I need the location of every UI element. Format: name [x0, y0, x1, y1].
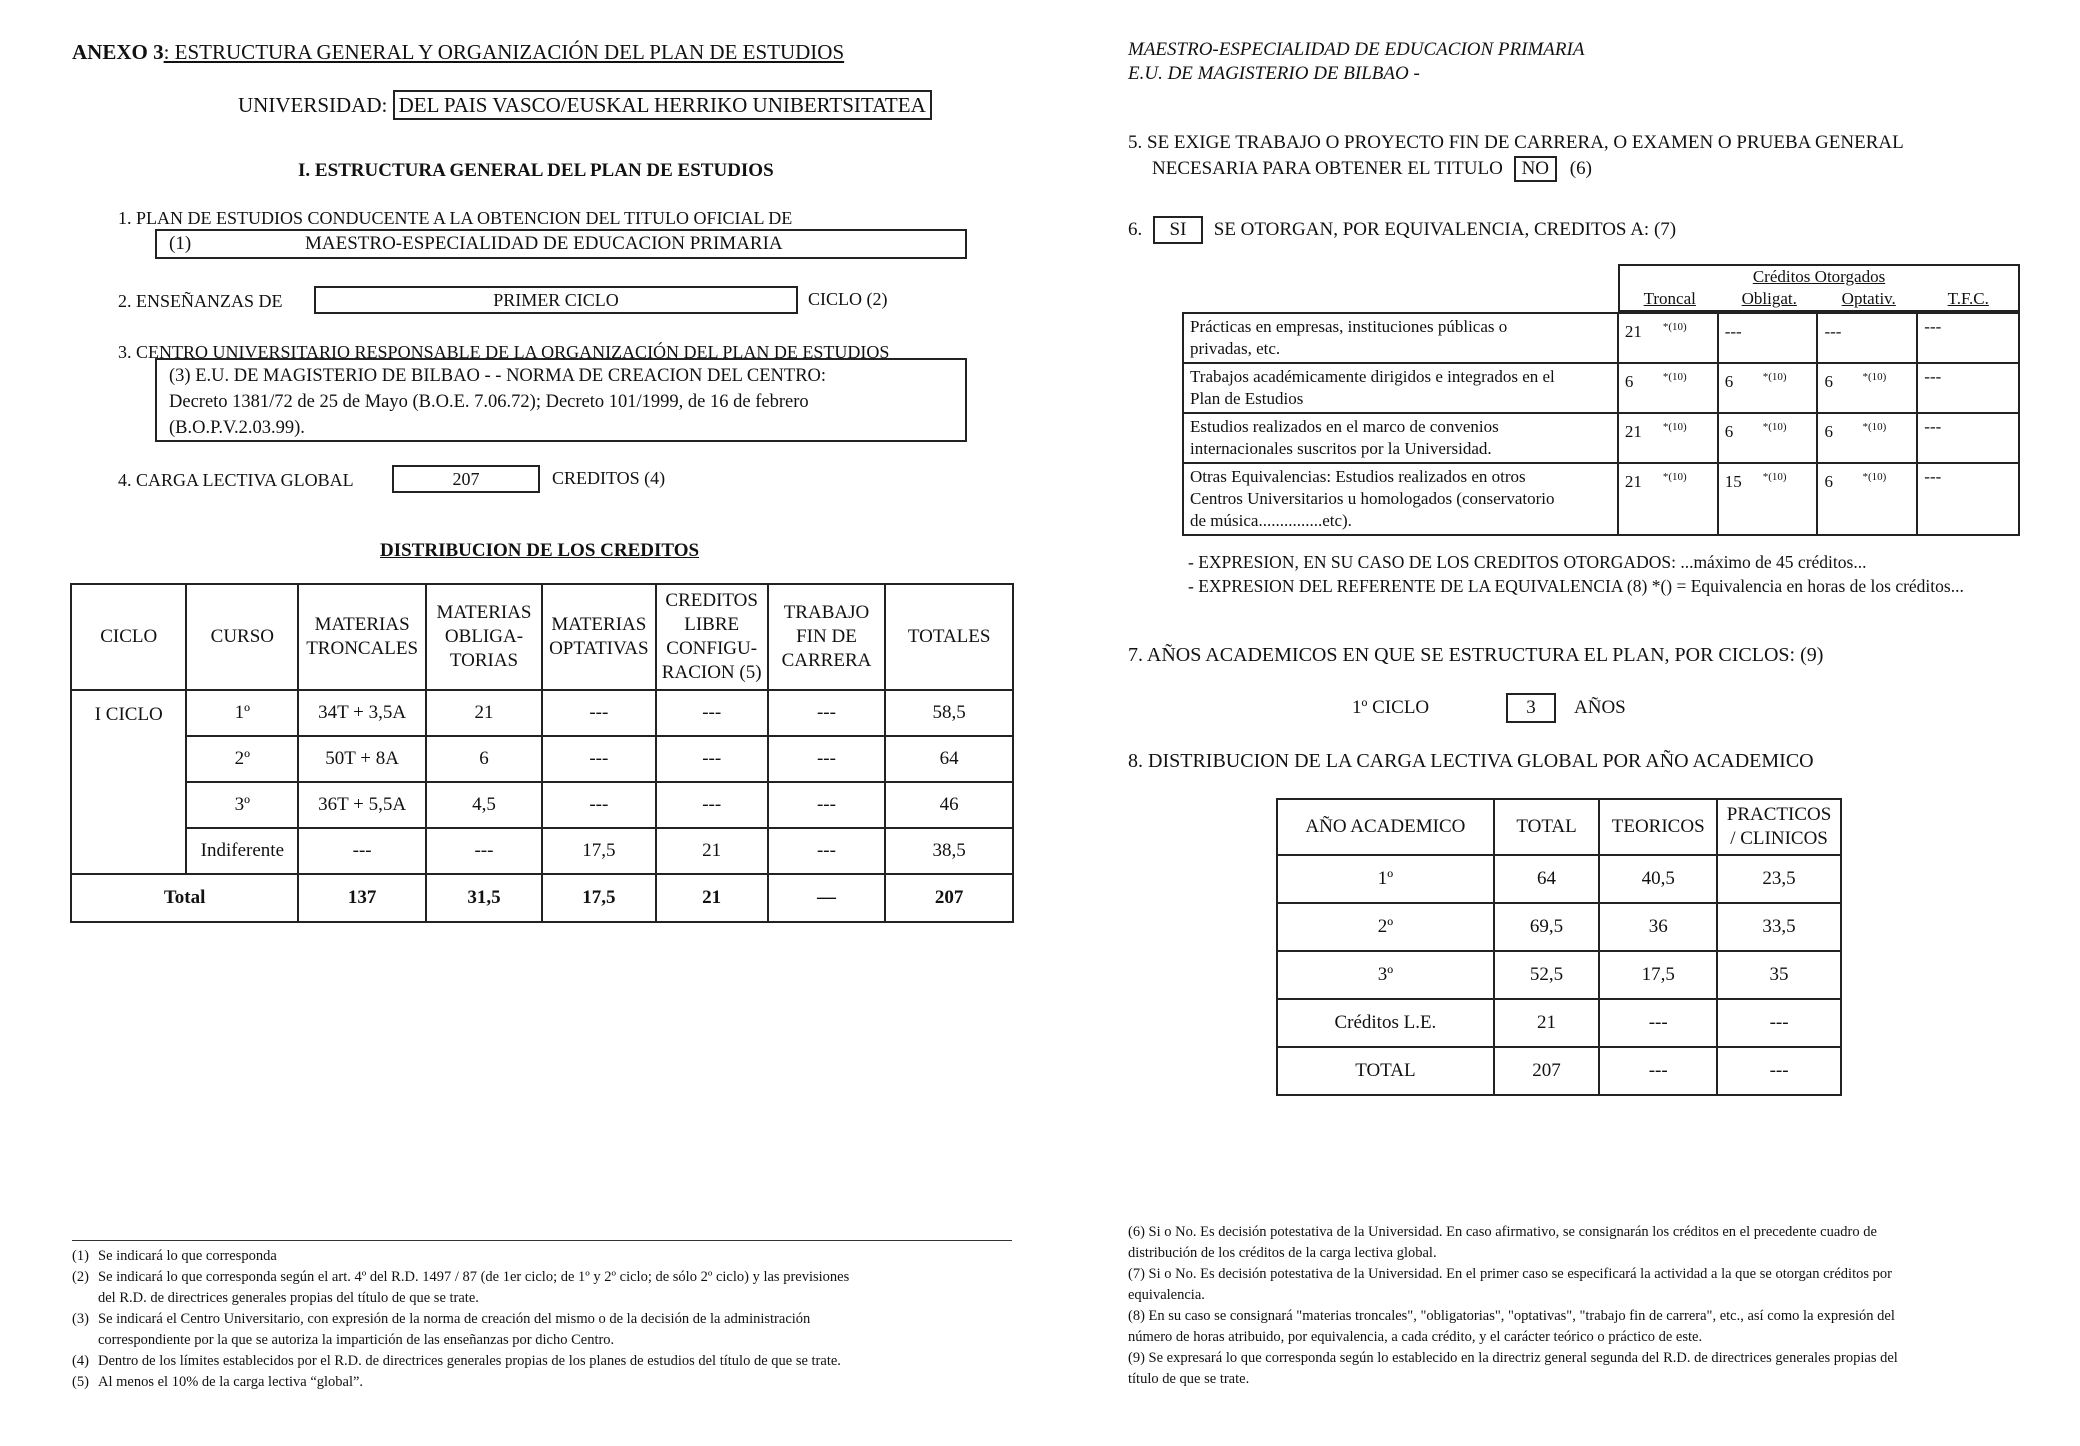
curso-cell: 1º — [186, 690, 298, 736]
total-row — [71, 874, 1013, 922]
eq-troncal: 21 $^{*(10)}$ — [1618, 463, 1718, 535]
item5 — [1128, 130, 1904, 182]
item3-line2: Decreto 1381/72 de 25 de Mayo (B.O.E. 7.06.72); Decreto 101/1999, de 16 de febrero — [169, 392, 809, 412]
right-header — [1128, 38, 1584, 86]
eq-tfc: --- — [1917, 413, 2019, 463]
eq-group-title: Créditos Otorgados — [1752, 267, 1886, 286]
practicos-cell: 35 — [1717, 951, 1841, 999]
footnote: (1) Se indicará lo que corresponda — [72, 1248, 277, 1264]
item1-box — [155, 229, 967, 259]
eq-obligat: 15 $^{*(10)}$ — [1718, 463, 1818, 535]
eq-col-optativ: Optativ. — [1841, 289, 1896, 308]
total-totales: 207 — [885, 874, 1013, 922]
total-fin: — — [768, 874, 886, 922]
table-row — [71, 690, 1013, 736]
header-curso: CURSO — [186, 584, 298, 690]
carga-header-row — [1277, 799, 1841, 855]
teoricos-cell: 17,5 — [1599, 951, 1717, 999]
header-libre-configuracion: CREDITOS LIBRE CONFIGU-RACION (5) — [656, 584, 768, 690]
university-line — [238, 90, 932, 120]
eq-obligat: --- — [1718, 313, 1818, 363]
expression-notes — [1188, 550, 1964, 598]
table-row — [1183, 363, 2019, 413]
curso-cell: Indiferente — [186, 828, 298, 874]
footnote: (3) Se indicará el Centro Universitario, con expresión de la norma de creación del mismo o de la decisión de la administración — [72, 1311, 811, 1327]
total-cell: 21 — [1494, 999, 1600, 1047]
libre-cell: --- — [656, 736, 768, 782]
table-row — [1183, 463, 2019, 535]
footnote: (4) Dentro de los límites establecidos por el R.D. de directrices generales propias de los planes de estudios del título de que se trate. — [72, 1353, 841, 1369]
ano-cell: 1º — [1277, 855, 1494, 903]
practicos-cell: --- — [1717, 1047, 1841, 1095]
total-cell: 58,5 — [885, 690, 1013, 736]
eq-col-troncal: Troncal — [1643, 289, 1696, 308]
practicos-cell: 23,5 — [1717, 855, 1841, 903]
total-cell: 64 — [885, 736, 1013, 782]
left-footnotes — [72, 1246, 1032, 1393]
table-row — [1277, 951, 1841, 999]
eq-optativ: 6 $^{*(10)}$ — [1817, 363, 1917, 413]
curso-cell: 3º — [186, 782, 298, 828]
obligatorias-cell: 6 — [426, 736, 542, 782]
total-libre: 21 — [656, 874, 768, 922]
eq-desc: Trabajos académicamente dirigidos e integrados en el Plan de Estudios — [1183, 363, 1618, 413]
footnote: (6) Si o No. Es decisión potestativa de la Universidad. En caso afirmativo, se consignarán los créditos en el precedente cuadro de — [1128, 1224, 1877, 1240]
total-cell: 207 — [1494, 1047, 1600, 1095]
eq-obligat: 6 $^{*(10)}$ — [1718, 413, 1818, 463]
item5-note: (6) — [1569, 158, 1592, 179]
obligatorias-cell: 4,5 — [426, 782, 542, 828]
eq-optativ: 6 $^{*(10)}$ — [1817, 463, 1917, 535]
item2-suffix: CICLO (2) — [808, 289, 888, 309]
optativas-cell: --- — [542, 782, 656, 828]
right-footnotes — [1128, 1222, 2058, 1390]
eq-group-header — [1618, 264, 2020, 312]
item7-label: 7. AÑOS ACADEMICOS EN QUE SE ESTRUCTURA EL PLAN, POR CICLOS: (9) — [1128, 644, 1824, 666]
total-obligatorias: 31,5 — [426, 874, 542, 922]
carga-table — [1276, 798, 1842, 1096]
ano-cell: 3º — [1277, 951, 1494, 999]
ano-cell: TOTAL — [1277, 1047, 1494, 1095]
university-label: UNIVERSIDAD: — [238, 93, 388, 117]
eq-tfc: --- — [1917, 363, 2019, 413]
fin-cell: --- — [768, 828, 886, 874]
item2-label: 2. ENSEÑANZAS DE — [118, 291, 283, 311]
fin-cell: --- — [768, 736, 886, 782]
item6 — [1128, 216, 1676, 244]
header-practicos: PRACTICOS / CLINICOS — [1717, 799, 1841, 855]
optativas-cell: --- — [542, 690, 656, 736]
eq-desc: Estudios realizados en el marco de convenios internacionales suscritos por la Universidad. — [1183, 413, 1618, 463]
header-ano: AÑO ACADEMICO — [1277, 799, 1494, 855]
university-value: DEL PAIS VASCO/EUSKAL HERRIKO UNIBERTSITATEA — [393, 90, 932, 120]
total-optativas: 17,5 — [542, 874, 656, 922]
header-totales: TOTALES — [885, 584, 1013, 690]
item1-value: MAESTRO-ESPECIALIDAD DE EDUCACION PRIMARIA — [305, 233, 783, 254]
item6-value: SI — [1153, 216, 1203, 244]
item4-label: 4. CARGA LECTIVA GLOBAL — [118, 470, 354, 490]
header-teoricos: TEORICOS — [1599, 799, 1717, 855]
item3-line1: (3) E.U. DE MAGISTERIO DE BILBAO - - NORMA DE CREACION DEL CENTRO: — [169, 366, 827, 386]
item3-label: 3. CENTRO UNIVERSITARIO RESPONSABLE DE LA ORGANIZACIÓN DEL PLAN DE ESTUDIOS — [118, 342, 890, 362]
ano-cell: Créditos L.E. — [1277, 999, 1494, 1047]
footnote-continuation: del R.D. de directrices generales propias del título de que se trate. — [98, 1290, 479, 1306]
troncales-cell: 50T + 8A — [298, 736, 426, 782]
item7-ciclo: 1º CICLO — [1352, 697, 1430, 718]
item6-text: SE OTORGAN, POR EQUIVALENCIA, CREDITOS A: (7) — [1213, 219, 1677, 240]
footnote: (8) En su caso se consignará "materias troncales", "obligatorias", "optativas", "trabajo fin de carrera", etc., así como la expresión del — [1128, 1308, 1895, 1324]
obligatorias-cell: 21 — [426, 690, 542, 736]
teoricos-cell: --- — [1599, 999, 1717, 1047]
section-title: I. ESTRUCTURA GENERAL DEL PLAN DE ESTUDIOS — [298, 160, 774, 181]
item7-value: 3 — [1506, 693, 1556, 723]
troncales-cell: 36T + 5,5A — [298, 782, 426, 828]
distribution-header-row — [71, 584, 1013, 690]
item3-box — [155, 358, 967, 442]
item4-value: 207 — [392, 465, 540, 493]
libre-cell: --- — [656, 782, 768, 828]
libre-cell: 21 — [656, 828, 768, 874]
footnote-continuation: título de que se trate. — [1128, 1371, 1250, 1387]
distribution-table — [70, 583, 1014, 923]
right-header-title: MAESTRO-ESPECIALIDAD DE EDUCACION PRIMARIA — [1128, 39, 1585, 60]
footnote-continuation: correspondiente por la que se autoriza la impartición de las enseñanzas por dicho Centro. — [98, 1332, 615, 1348]
table-row — [1183, 313, 2019, 363]
header-obligatorias: MATERIAS OBLIGA-TORIAS — [426, 584, 542, 690]
eq-troncal: 21 $^{*(10)}$ — [1618, 313, 1718, 363]
item6-prefix: 6. — [1128, 219, 1143, 240]
eq-obligat: 6 $^{*(10)}$ — [1718, 363, 1818, 413]
eq-tfc: --- — [1917, 313, 2019, 363]
footnote-continuation: equivalencia. — [1128, 1287, 1205, 1303]
item1-label: 1. PLAN DE ESTUDIOS CONDUCENTE A LA OBTENCION DEL TITULO OFICIAL DE — [118, 208, 793, 228]
total-cell: 69,5 — [1494, 903, 1600, 951]
troncales-cell: 34T + 3,5A — [298, 690, 426, 736]
right-header-school: E.U. DE MAGISTERIO DE BILBAO - — [1128, 63, 1420, 84]
curso-cell: 2º — [186, 736, 298, 782]
expression-reference: - EXPRESION DEL REFERENTE DE LA EQUIVALENCIA (8) *() = Equivalencia en horas de los créditos... — [1188, 576, 1964, 596]
total-cell: 38,5 — [885, 828, 1013, 874]
item5-line1: 5. SE EXIGE TRABAJO O PROYECTO FIN DE CARRERA, O EXAMEN O PRUEBA GENERAL — [1128, 132, 1904, 153]
footnote-continuation: número de horas atribuido, por equivalencia, a cada crédito, y el carácter teórico o práctico de este. — [1128, 1329, 1703, 1345]
practicos-cell: --- — [1717, 999, 1841, 1047]
optativas-cell: --- — [542, 736, 656, 782]
item2-value: PRIMER CICLO — [314, 286, 798, 314]
footnote-continuation: distribución de los créditos de la carga lectiva global. — [1128, 1245, 1437, 1261]
eq-desc: Otras Equivalencias: Estudios realizados en otros Centros Universitarios u homologados (conservatorio de música...............etc). — [1183, 463, 1618, 535]
table-row — [1277, 1047, 1841, 1095]
teoricos-cell: 36 — [1599, 903, 1717, 951]
item1-note: (1) — [169, 233, 192, 254]
item8-label: 8. DISTRIBUCION DE LA CARGA LECTIVA GLOBAL POR AÑO ACADEMICO — [1128, 750, 1814, 772]
table-row — [1277, 855, 1841, 903]
header-ciclo: CICLO — [71, 584, 186, 690]
table-row — [1277, 999, 1841, 1047]
ciclo-cell: I CICLO — [71, 690, 186, 874]
table-row — [71, 782, 1013, 828]
total-label: Total — [71, 874, 298, 922]
teoricos-cell: --- — [1599, 1047, 1717, 1095]
header-total: TOTAL — [1494, 799, 1600, 855]
footnote: (9) Se expresará lo que corresponda según lo establecido en la directriz general segunda del R.D. de directrices generales propias del — [1128, 1350, 1898, 1366]
eq-optativ: 6 $^{*(10)}$ — [1817, 413, 1917, 463]
table-row — [1277, 903, 1841, 951]
equivalence-table — [1182, 312, 2020, 536]
item5-value: NO — [1514, 156, 1557, 182]
troncales-cell: --- — [298, 828, 426, 874]
table-row — [71, 828, 1013, 874]
item3-line3: (B.O.P.V.2.03.99). — [169, 418, 305, 438]
header-optativas: MATERIAS OPTATIVAS — [542, 584, 656, 690]
total-cell: 64 — [1494, 855, 1600, 903]
table-row — [71, 736, 1013, 782]
libre-cell: --- — [656, 690, 768, 736]
optativas-cell: 17,5 — [542, 828, 656, 874]
annex-title-text: : ESTRUCTURA GENERAL Y ORGANIZACIÓN DEL PLAN DE ESTUDIOS — [163, 40, 845, 64]
header-fin-carrera: TRABAJO FIN DE CARRERA — [768, 584, 886, 690]
eq-col-tfc: T.F.C. — [1947, 289, 1989, 308]
header-troncales: MATERIAS TRONCALES — [298, 584, 426, 690]
item5-line2: NECESARIA PARA OBTENER EL TITULO — [1152, 158, 1503, 179]
annex-title — [72, 40, 844, 65]
ano-cell: 2º — [1277, 903, 1494, 951]
fin-cell: --- — [768, 690, 886, 736]
total-cell: 52,5 — [1494, 951, 1600, 999]
table-row — [1183, 413, 2019, 463]
teoricos-cell: 40,5 — [1599, 855, 1717, 903]
total-cell: 46 — [885, 782, 1013, 828]
eq-col-obligat: Obligat. — [1741, 289, 1797, 308]
eq-troncal: 21 $^{*(10)}$ — [1618, 413, 1718, 463]
footnote: (7) Si o No. Es decisión potestativa de la Universidad. En el primer caso se especificará la actividad a la que se otorgan créditos por — [1128, 1266, 1892, 1282]
practicos-cell: 33,5 — [1717, 903, 1841, 951]
footnote: (2) Se indicará lo que corresponda según el art. 4º del R.D. 1497 / 87 (de 1er ciclo; de 1º y 2º ciclo; de sólo 2º ciclo) y las previsiones — [72, 1269, 850, 1285]
eq-optativ: --- — [1817, 313, 1917, 363]
distribution-title: DISTRIBUCION DE LOS CREDITOS — [380, 540, 700, 561]
footnote-divider — [72, 1240, 1012, 1241]
total-troncales: 137 — [298, 874, 426, 922]
item7-suffix: AÑOS — [1574, 697, 1626, 718]
footnote: (5) Al menos el 10% de la carga lectiva “global”. — [72, 1374, 364, 1390]
annex-prefix: ANEXO 3 — [72, 40, 164, 64]
fin-cell: --- — [768, 782, 886, 828]
item4-suffix: CREDITOS (4) — [552, 468, 666, 488]
eq-desc: Prácticas en empresas, instituciones públicas o privadas, etc. — [1183, 313, 1618, 363]
eq-troncal: 6 $^{*(10)}$ — [1618, 363, 1718, 413]
expression-credits: - EXPRESION, EN SU CASO DE LOS CREDITOS OTORGADOS: ...máximo de 45 créditos... — [1188, 552, 1867, 572]
obligatorias-cell: --- — [426, 828, 542, 874]
eq-tfc: --- — [1917, 463, 2019, 535]
